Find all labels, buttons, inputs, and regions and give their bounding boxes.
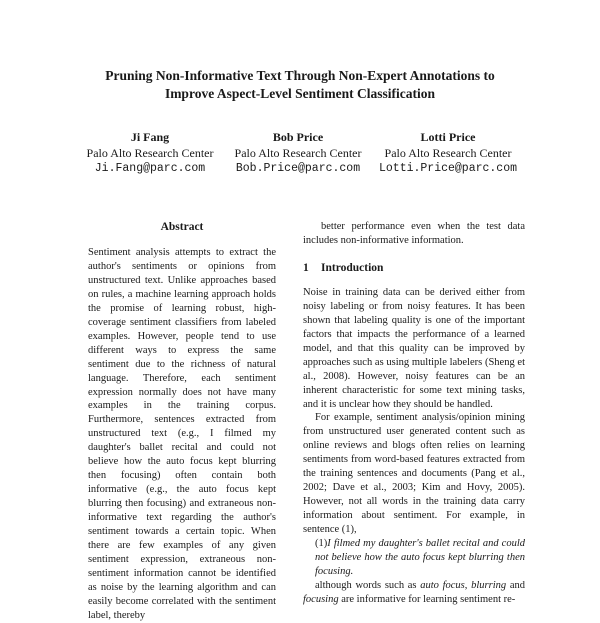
paper-title [60,67,540,103]
p3-sep-2: and [506,579,526,591]
title-line-1: Pruning Non-Informative Text Through Non-Expert Annotations to [105,68,495,83]
term-auto-focus: auto focus [420,579,465,591]
left-column [88,220,276,623]
author-email: Lotti.Price@parc.com [378,162,518,175]
author-name: Lotti Price [420,130,476,144]
author-affiliation: Palo Alto Research Center [234,145,362,160]
author-name: Bob Price [272,130,324,144]
author-block-2 [213,130,383,177]
author-block-1 [65,130,235,177]
author-email: Ji.Fang@parc.com [94,162,206,175]
abstract-text: Sentiment analysis attempts to extract the author's sentiments or opinions from unstructured text. Unlike approaches based on rules, a machine learning approach holds the promise of learning robust, high-coverage sentiment classifiers from labeled examples. However, people tend to use different ways to express the same sentiment due to the richness of natural language. Therefore, each sentiment expression normally does not have many examples in the training corpus. Furthermore, sentences extracted from unstructured text (e.g., I filmed my daughter's ballet recital and could not believe how the auto focus kept blurring then focusing) often contain both informative (e.g., the auto focus kept blurring then focusing) and extraneous non-informative text regarding the author's sentiment towards a certain topic. When there are few examples of any given sentiment expression, extraneous non-sentiment information cannot be identified as noise by the learning algorithm and can easily become correlated with the sentiment label, thereby [88,247,276,621]
example-text: I filmed my daughter's ballet recital and could not believe how the auto focus kept blurring then focusing. [315,538,525,577]
p3-sep-1: , [464,579,472,591]
intro-paragraph-1: Noise in training data can be derived either from noisy labeling or from noisy features. It has been shown that labeling quality is one of the important factors that impacts the performance of a learned model, and that this quality can be improved by approaches such as using multiple labelers (Sheng et al., 2008). However, noisy features can be an inherent characteristic for some text mining tasks, and it is unclear how they should be handled. [303,286,525,410]
section-heading [303,261,525,275]
author-affiliation: Palo Alto Research Center [86,145,214,160]
intro-paragraph-2: For example, sentiment analysis/opinion mining from unstructured user generated content such as online reviews and blogs often relies on learning sentiments from word-based features extracted from the training sentences and documents (Pang et al., 2002; Dave et al., 2003; Kim and Hovy, 2005). However, not all words in the training data carry information about sentiment. For example, in sentence (1), [303,412,525,536]
p3-text-end: are informative for learning sentiment re- [338,593,516,605]
right-column [303,220,525,607]
author-affiliation: Palo Alto Research Center [384,145,512,160]
abstract-continued: better performance even when the test data includes non-informative information. [303,221,525,246]
term-blurring: blurring [471,579,507,591]
author-block-3 [363,130,533,177]
term-focusing: focusing [303,593,339,605]
author-email: Bob.Price@parc.com [235,162,361,175]
example-number: (1) [315,538,328,550]
p3-text-start: although words such as [315,579,421,591]
intro-paragraph-3 [303,579,525,607]
example-sentence [303,537,525,579]
section-number: 1 [303,261,309,274]
title-line-2: Improve Aspect-Level Sentiment Classification [164,86,436,101]
section-title: Introduction [321,261,384,274]
author-name: Ji Fang [130,130,170,144]
abstract-heading: Abstract [160,221,204,233]
